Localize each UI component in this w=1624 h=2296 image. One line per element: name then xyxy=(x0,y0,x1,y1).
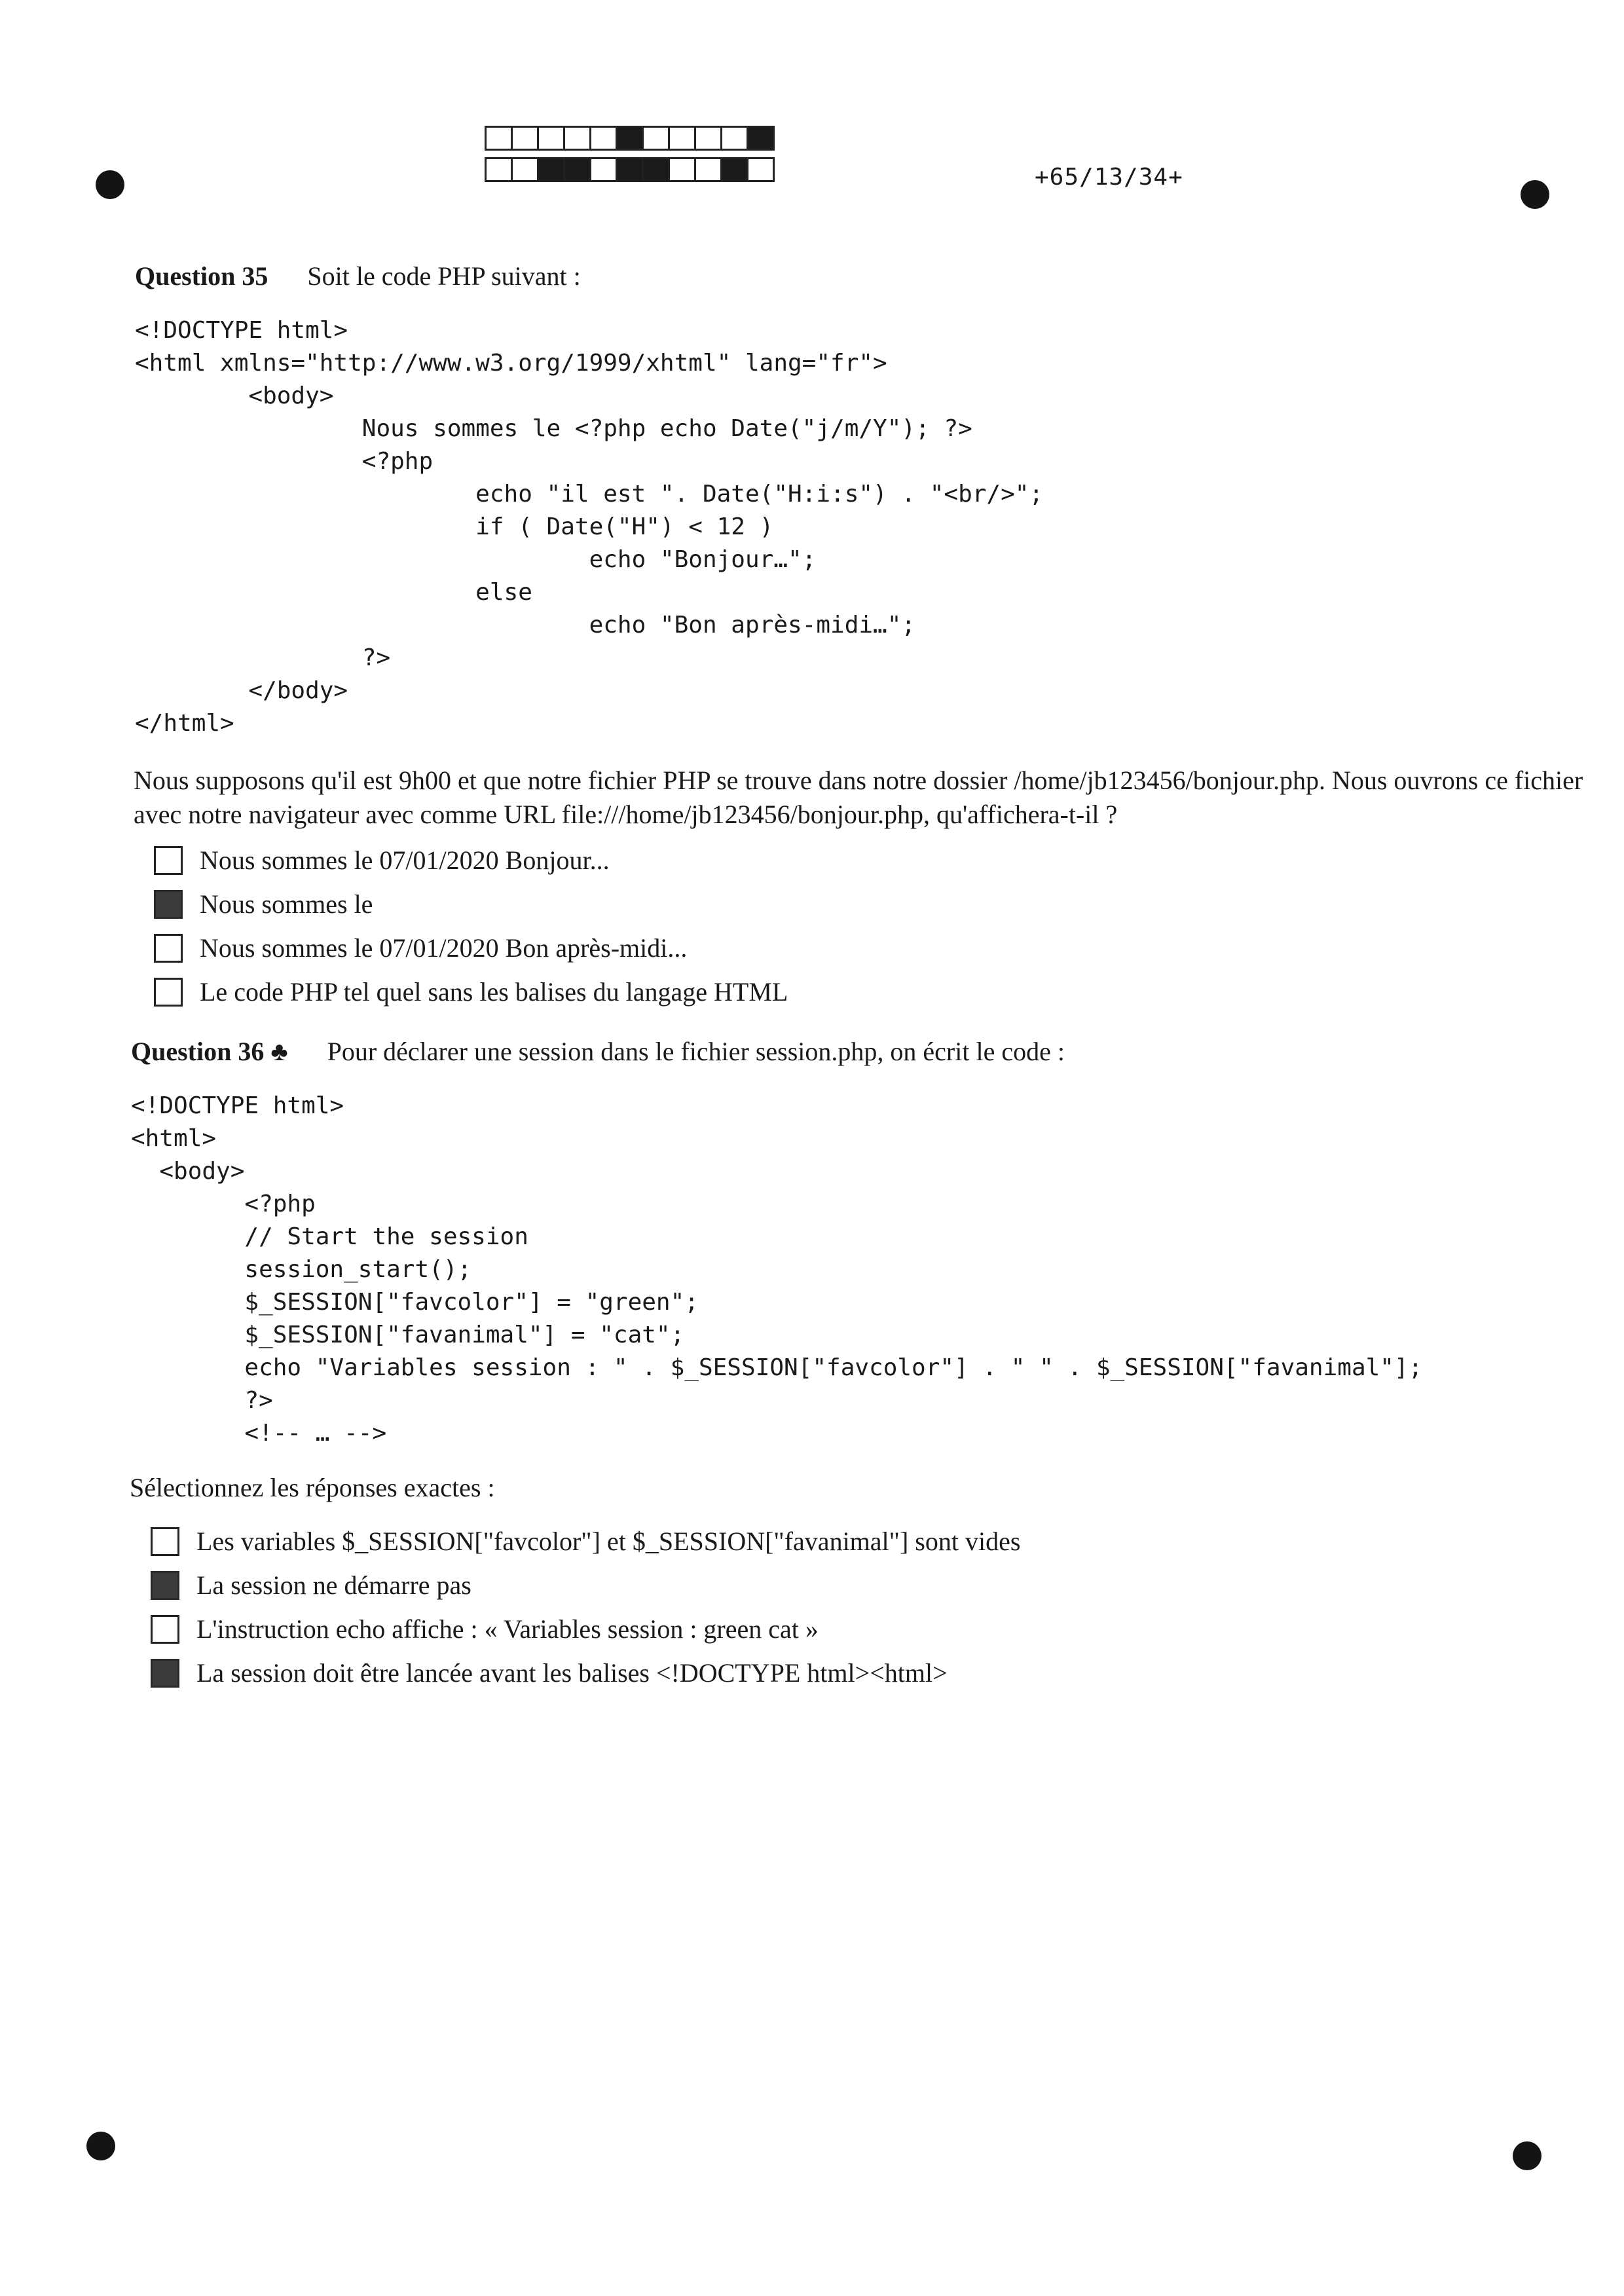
answer-checkbox[interactable] xyxy=(151,1571,179,1600)
answer-checkbox[interactable] xyxy=(151,1615,179,1644)
code-line: </html> xyxy=(135,710,234,737)
barcode-bottom xyxy=(485,157,773,182)
barcode-cell xyxy=(616,126,644,151)
code-line: $_SESSION["favcolor"] = "green"; xyxy=(131,1289,699,1316)
barcode-cell xyxy=(485,157,513,182)
answer-option[interactable] xyxy=(154,838,788,882)
barcode-cell xyxy=(668,126,696,151)
answer-checkbox[interactable] xyxy=(154,934,183,963)
question-35-prompt: Soit le code PHP suivant : xyxy=(307,261,581,291)
registration-mark-bottom-right xyxy=(1513,2141,1541,2170)
code-line: if ( Date("H") < 12 ) xyxy=(135,513,774,540)
answer-option[interactable] xyxy=(151,1563,1020,1607)
answer-label: Les variables $_SESSION["favcolor"] et $_SESSION["favanimal"] sont vides xyxy=(196,1527,1021,1556)
question-35-answers xyxy=(154,838,788,1014)
barcode-cell xyxy=(694,126,722,151)
answer-option[interactable] xyxy=(154,970,788,1014)
barcode-top xyxy=(485,126,773,151)
registration-mark-top-left xyxy=(96,170,124,199)
answer-label: Nous sommes le 07/01/2020 Bon après-midi... xyxy=(200,933,688,963)
code-line: echo "Variables session : " . $_SESSION["favcolor"] . " " . $_SESSION["favanimal"]; xyxy=(131,1354,1423,1381)
code-line: <!DOCTYPE html> xyxy=(131,1092,344,1119)
answer-label: La session ne démarre pas xyxy=(196,1570,471,1600)
answer-label: Nous sommes le xyxy=(200,889,373,919)
code-line: echo "il est ". Date("H:i:s") . "<br/>"; xyxy=(135,481,1044,508)
barcode-cell xyxy=(537,157,565,182)
barcode-cell xyxy=(747,157,775,182)
answer-label: L'instruction echo affiche : « Variables session : green cat » xyxy=(196,1614,819,1644)
code-line: <!DOCTYPE html> xyxy=(135,317,348,344)
code-line: <?php xyxy=(135,448,434,475)
code-line: else xyxy=(135,579,532,606)
code-line: $_SESSION["favanimal"] = "cat"; xyxy=(131,1322,685,1348)
barcode-cell xyxy=(589,157,618,182)
answer-checkbox[interactable] xyxy=(154,978,183,1007)
code-line: ?> xyxy=(135,644,391,671)
registration-mark-top-right xyxy=(1521,180,1549,209)
code-line: ?> xyxy=(131,1387,273,1414)
code-line: <?php xyxy=(131,1191,316,1217)
barcode-cell xyxy=(642,157,670,182)
answer-checkbox[interactable] xyxy=(154,890,183,919)
answer-label: Nous sommes le 07/01/2020 Bonjour... xyxy=(200,845,610,875)
question-36-answers xyxy=(151,1519,1020,1695)
barcode-cell xyxy=(642,126,670,151)
barcode-cell xyxy=(511,157,539,182)
code-line: session_start(); xyxy=(131,1256,472,1283)
barcode-cell xyxy=(616,157,644,182)
code-line: echo "Bon après-midi…"; xyxy=(135,612,916,639)
page-id: +65/13/34+ xyxy=(1035,164,1183,191)
barcode-cell xyxy=(668,157,696,182)
question-36-prompt: Pour déclarer une session dans le fichier session.php, on écrit le code : xyxy=(327,1037,1065,1066)
question-35-label: Question 35 xyxy=(135,261,268,291)
code-line: // Start the session xyxy=(131,1223,528,1250)
barcode-cell xyxy=(485,126,513,151)
question-35-code xyxy=(135,314,1043,740)
code-line: echo "Bonjour…"; xyxy=(135,546,817,573)
barcode-cell xyxy=(537,126,565,151)
barcode-cell xyxy=(589,126,618,151)
code-line: <body> xyxy=(131,1158,245,1185)
barcode-cell xyxy=(511,126,539,151)
code-line: Nous sommes le <?php echo Date("j/m/Y"); ?> xyxy=(135,415,972,442)
registration-mark-bottom-left xyxy=(86,2132,115,2160)
question-35-header xyxy=(135,261,581,291)
code-line: <body> xyxy=(135,382,334,409)
barcode-cell xyxy=(747,126,775,151)
code-line: <html xmlns="http://www.w3.org/1999/xhtml" lang="fr"> xyxy=(135,350,887,377)
answer-checkbox[interactable] xyxy=(154,846,183,875)
question-36-label: Question 36 ♣ xyxy=(131,1037,288,1066)
code-line: </body> xyxy=(135,677,348,704)
answer-checkbox[interactable] xyxy=(151,1659,179,1688)
answer-option[interactable] xyxy=(151,1519,1020,1563)
barcode-cell xyxy=(720,157,748,182)
answer-checkbox[interactable] xyxy=(151,1527,179,1556)
code-line: <!-- … --> xyxy=(131,1420,387,1447)
question-36-code xyxy=(131,1090,1422,1450)
answer-option[interactable] xyxy=(154,926,788,970)
answer-option[interactable] xyxy=(151,1607,1020,1651)
barcode-cell xyxy=(694,157,722,182)
barcode-cell xyxy=(563,126,591,151)
answer-option[interactable] xyxy=(154,882,788,926)
barcode-cell xyxy=(720,126,748,151)
question-35-paragraph: Nous supposons qu'il est 9h00 et que notre fichier PHP se trouve dans notre dossier /home/jb123456/bonjour.php. Nous ouvrons ce fichier avec notre navigateur avec comme URL file:///home/jb123456/bonjour.php, qu'affichera-t-il ? xyxy=(134,766,1583,829)
barcode-cell xyxy=(563,157,591,182)
answer-label: La session doit être lancée avant les balises <!DOCTYPE html><html> xyxy=(196,1658,948,1688)
code-line: <html> xyxy=(131,1125,217,1152)
answer-option[interactable] xyxy=(151,1651,1020,1695)
question-36-paragraph: Sélectionnez les réponses exactes : xyxy=(130,1473,495,1502)
answer-label: Le code PHP tel quel sans les balises du langage HTML xyxy=(200,977,788,1007)
question-36-header xyxy=(131,1036,1065,1067)
